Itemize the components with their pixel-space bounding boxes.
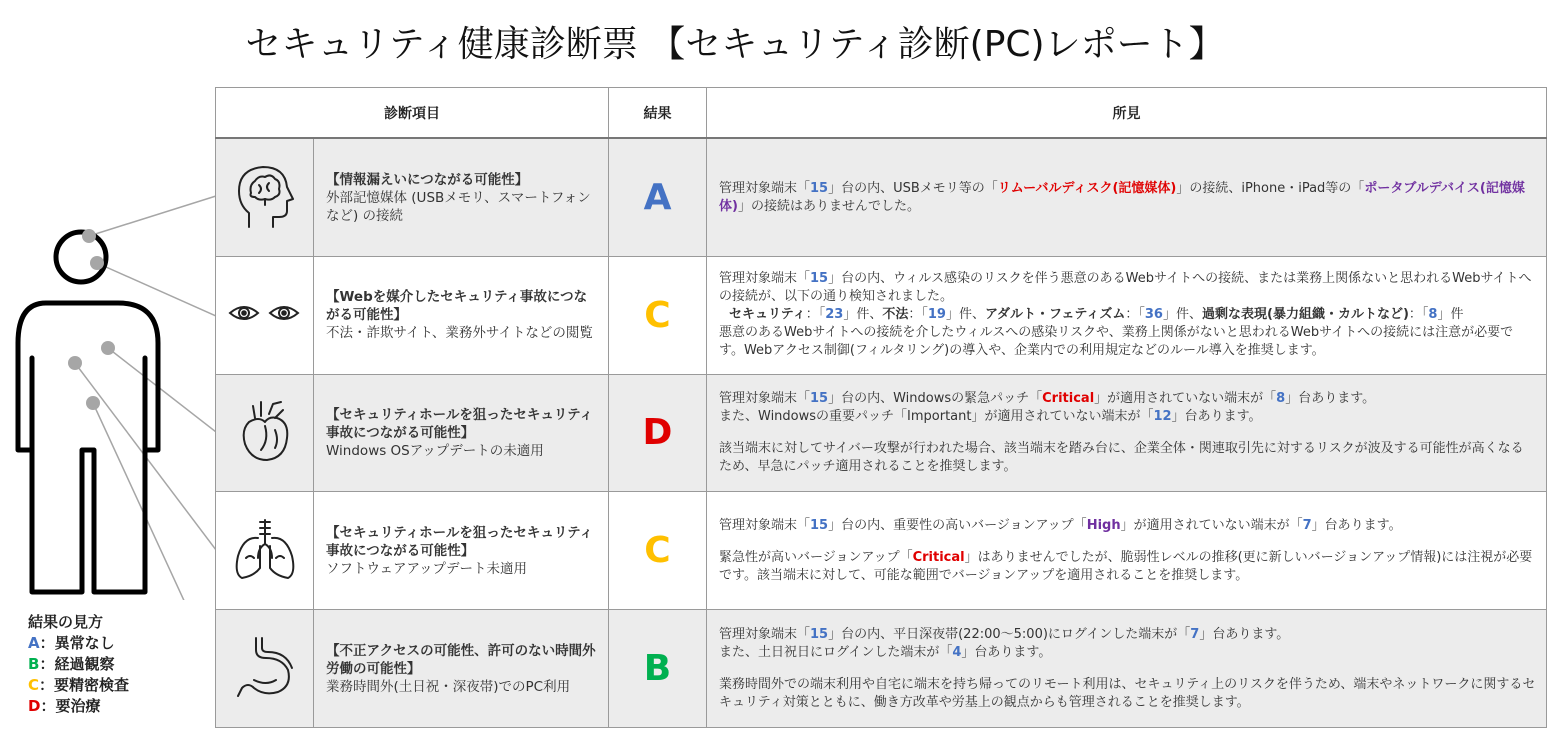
legend-item-b: B：経過観察 [28,655,115,673]
table-header-row [216,88,1547,139]
page-title: セキュリティ健康診断票 【セキュリティ診断(PC)レポート】 [245,24,1225,65]
lungs-icon [216,492,314,610]
findings-cell: 管理対象端末「15」台の内、USBメモリ等の「リムーバルディスク(記憶媒体)」の接続、iPhone・iPad等の「ポータブルデバイス(記憶媒体)」の接続はありませんでした。 [707,138,1547,256]
diagnosis-table [215,87,1547,728]
item-cell: 【セキュリティホールを狙ったセキュリティ事故につながる可能性】 ソフトウェアアップデート未適用 [314,492,609,610]
table-row [216,256,1547,374]
stomach-icon [216,610,314,728]
table-row [216,138,1547,256]
grade-badge: C [609,492,707,610]
findings-cell: 管理対象端末「15」台の内、平日深夜帯(22:00～5:00)にログインした端末が「7」台あります。 また、土日祝日にログインした端末が「4」台あります。 業務時間外での端末利用や自宅に端末を持ち帰ってのリモート利用は、セキュリティ上のリスクを伴うため、端末やネットワークに関するセキュリティ対策とともに、働き方改革や労基上の観点からも管理されることを推奨します。 [707,610,1547,728]
header-result: 結果 [609,88,707,139]
findings-cell: 管理対象端末「15」台の内、Windowsの緊急パッチ「Critical」が適用されていない端末が「8」台あります。 また、Windowsの重要パッチ「Important」が適用されていない端末が「12」台あります。 該当端末に対してサイバー攻撃が行われた場合、該当端末を踏み台に、企業全体・関連取引先に対するリスクが波及する可能性が高くなるため、早急にパッチ適用されることを推奨します。 [707,374,1547,492]
header-findings: 所見 [707,88,1547,139]
heart-icon [216,374,314,492]
eyes-icon [216,256,314,374]
human-body-figure [0,0,215,600]
legend-title: 結果の見方 [28,613,104,631]
table-row [216,492,1547,610]
legend-item-d: D：要治療 [28,697,101,715]
grade-badge: D [609,374,707,492]
header-item: 診断項目 [216,88,609,139]
findings-cell: 管理対象端末「15」台の内、重要性の高いバージョンアップ「High」が適用されていない端末が「7」台あります。 緊急性が高いバージョンアップ「Critical」はありませんでしたが、脆弱性レベルの推移(更に新しいバージョンアップ情報)には注視が必要です。該当端末に対して、可能な範囲でバージョンアップを適用されることを推奨します。 [707,492,1547,610]
legend-item-c: C：要精密検査 [28,676,130,694]
grade-badge: C [609,256,707,374]
item-cell: 【不正アクセスの可能性、許可のない時間外労働の可能性】 業務時間外(土日祝・深夜帯)でのPC利用 [314,610,609,728]
findings-cell: 管理対象端末「15」台の内、ウィルス感染のリスクを伴う悪意のあるWebサイトへの接続、または業務上関係ないと思われるWebサイトへの接続が、以下の通り検知されました。 セキュリティ：「23」件、不法：「19」件、アダルト・フェティズム：「36」件、過剰な表現(暴力組織・カルトなど)：「8」件 悪意のあるWebサイトへの接続を介したウィルスへの感染リスクや、業務上関係がないと思われるWebサイトへの接続には注意が必要です。Webアクセス制御(フィルタリング)の導入や、企業内での利用規定などのルール導入を推奨します。 [707,256,1547,374]
grade-badge: A [609,138,707,256]
item-cell: 【Webを媒介したセキュリティ事故につながる可能性】 不法・詐欺サイト、業務外サイトなどの閲覧 [314,256,609,374]
item-cell: 【情報漏えいにつながる可能性】 外部記憶媒体 (USBメモリ、スマートフォンなど) の接続 [314,138,609,256]
grade-badge: B [609,610,707,728]
legend-item-a: A：異常なし [28,634,115,652]
result-legend [28,612,129,717]
item-cell: 【セキュリティホールを狙ったセキュリティ事故につながる可能性】 Windows OSアップデートの未適用 [314,374,609,492]
table-row [216,374,1547,492]
brain-head-icon [216,138,314,256]
table-row [216,610,1547,728]
